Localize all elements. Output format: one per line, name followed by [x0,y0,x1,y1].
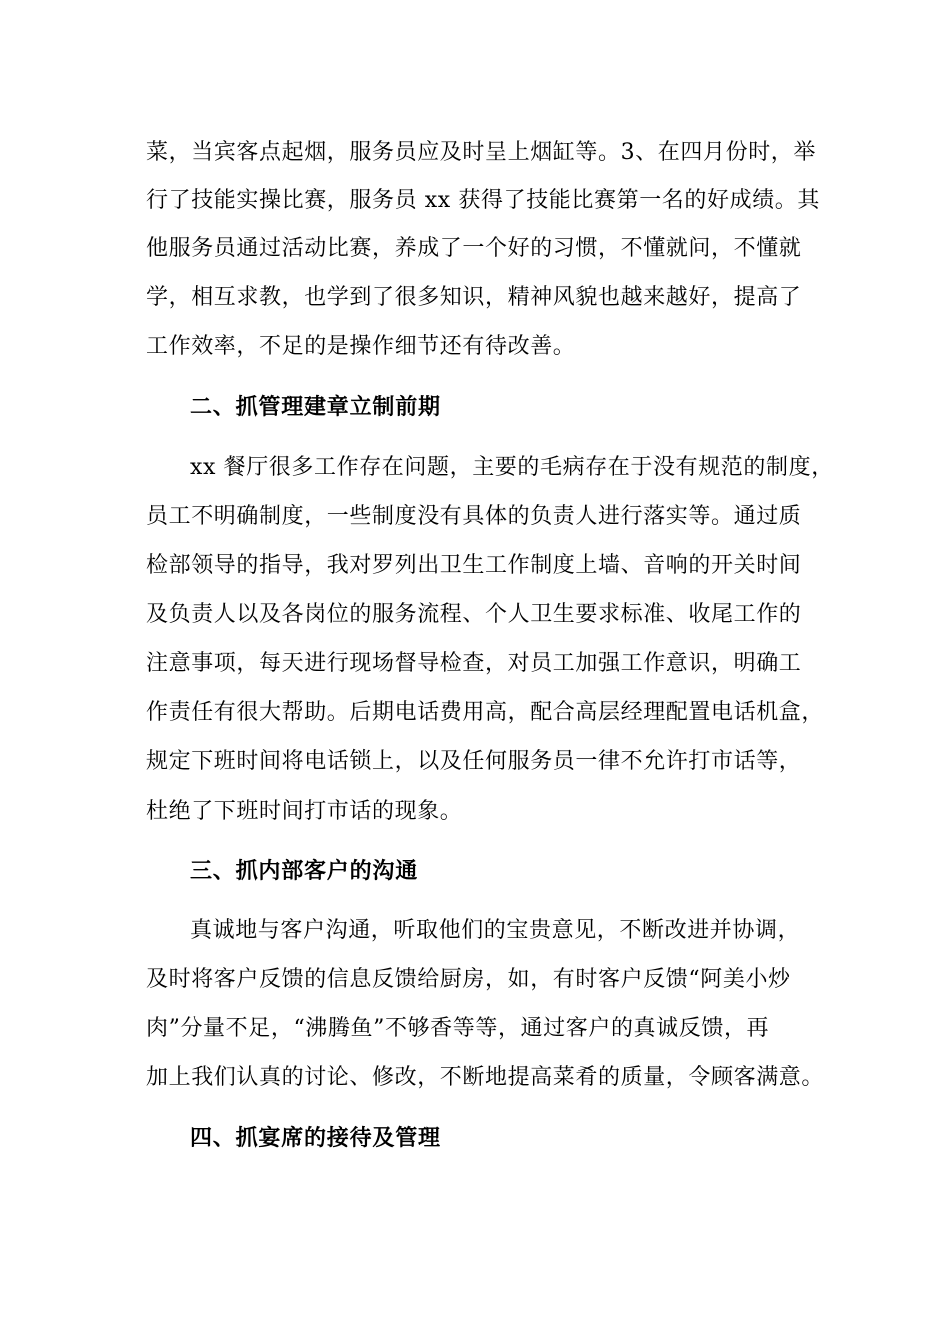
paragraph-3-line-2: 及时将客户反馈的信息反馈给厨房，如，有时客户反馈“阿美小炒 [146,967,791,992]
section-heading-4: 四、抓宴席的接待及管理 [190,1126,441,1151]
paragraph-2-line-2: 员工不明确制度，一些制度没有具体的负责人进行落实等。通过质 [146,504,802,529]
paragraph-3-line-3: 肉”分量不足，“沸腾鱼”不够香等等，通过客户的真诚反馈，再 [146,1016,770,1041]
paragraph-1-line-4: 学，相互求教，也学到了很多知识，精神风貌也越来越好，提高了 [146,285,802,310]
paragraph-1-line-1: 菜，当宾客点起烟，服务员应及时呈上烟缸等。3、在四月份时，举 [146,140,816,165]
section-heading-3: 三、抓内部客户的沟通 [190,859,419,884]
paragraph-2-line-6: 作责任有很大帮助。后期电话费用高，配合高层经理配置电话机盒， [146,700,825,725]
paragraph-2-line-4: 及负责人以及各岗位的服务流程、个人卫生要求标准、收尾工作的 [146,602,802,627]
paragraph-2-line-7: 规定下班时间将电话锁上，以及任何服务员一律不允许打市话等， [146,749,802,774]
paragraph-3-line-1: 真诚地与客户沟通，听取他们的宝贵意见，不断改进并协调， [190,918,801,943]
paragraph-1-line-5: 工作效率，不足的是操作细节还有待改善。 [146,334,576,359]
section-heading-2: 二、抓管理建章立制前期 [190,395,441,420]
paragraph-1-line-3: 他服务员通过活动比赛，养成了一个好的习惯，不懂就问，不懂就 [146,236,802,261]
paragraph-2-line-3: 检部领导的指导，我对罗列出卫生工作制度上墙、音响的开关时间 [146,553,802,578]
paragraph-2-line-1: xx 餐厅很多工作存在问题，主要的毛病存在于没有规范的制度， [190,455,834,480]
paragraph-2-line-8: 杜绝了下班时间打市话的现象。 [146,799,463,824]
paragraph-1-line-2: 行了技能实操比赛，服务员 xx 获得了技能比赛第一名的好成绩。其 [146,188,821,213]
paragraph-2-line-5: 注意事项，每天进行现场督导检查，对员工加强工作意识，明确工 [146,651,802,676]
paragraph-3-line-4: 加上我们认真的讨论、修改，不断地提高菜肴的质量，令顾客满意。 [146,1065,825,1090]
